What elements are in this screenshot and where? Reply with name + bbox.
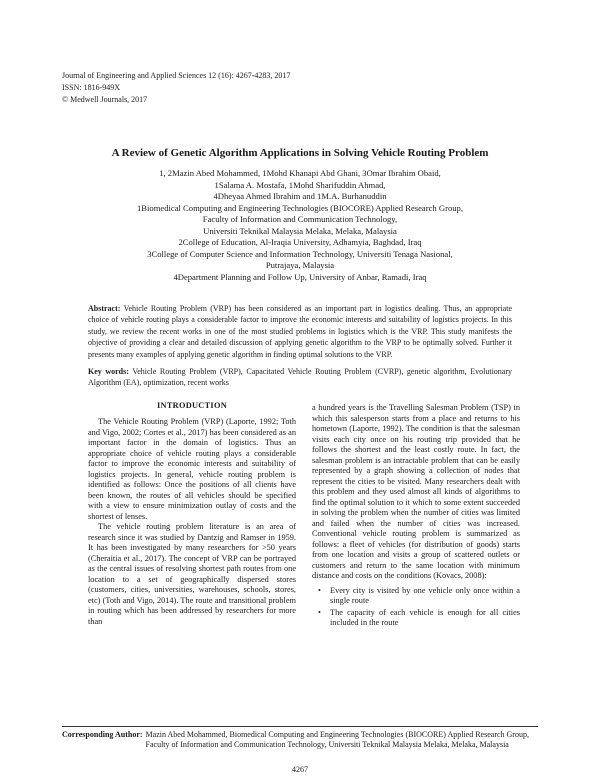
paper-title: A Review of Genetic Algorithm Applications in Solving Vehicle Routing Problem	[111, 147, 489, 159]
affiliation-line: Putrajaya, Malaysia	[265, 260, 335, 270]
affiliation-line: 3College of Computer Science and Information Technology, Universiti Tenaga Nasional,	[147, 248, 453, 259]
journal-header	[62, 70, 290, 106]
journal-copyright: © Medwell Journals, 2017	[62, 95, 148, 104]
abstract-label: Abstract:	[88, 304, 121, 313]
author-line: 1Salama A. Mostafa, 1Mohd Sharifuddin Ahmad,	[214, 179, 386, 190]
journal-issn: ISSN: 1816-949X	[62, 83, 121, 92]
abstract-text: Vehicle Routing Problem (VRP) has been considered as an important part in logistics dealing. Thus, an appropriate choice of vehicle routing plays a considerable factor to improve the economic interests and suitability of logistics projects. In this study, we review the recent works in one of the most studied problems in logistics which is the VRP. This study manifests the objective of providing a clear and detailed discussion of applying genetic algorithm to the VRP to be optimally solved. Further it presents many examples of applying genetic algorithm in finding optimal solutions to the VRP.	[88, 304, 512, 359]
corresponding-label: Corresponding Author:	[62, 730, 143, 739]
section-heading-introduction: INTRODUCTION	[157, 401, 227, 410]
affiliation-line: Universiti Teknikal Malaysia Melaka, Melaka, Malaysia	[203, 225, 397, 236]
intro-paragraph: The Vehicle Routing Problem (VRP) (Laporte, 1992; Toth and Vigo, 2002; Cortes et al., 2017) has been considered as an important factor in the domain of logistics. Thus an appropriate choice of vehicle routing plays a considerable factor to improve the economic interests and suitability of logistics projects. In general, vehicle routing problem is identified as follows: Once the positions of all clients have been known, the routes of all vehicles should be specified with a view to ensure minimization outlay of costs and the shortest of lenses.	[88, 417, 296, 521]
footnote-rule	[62, 726, 538, 727]
condition-list	[312, 586, 520, 629]
keywords	[88, 366, 512, 389]
author-line: 4Dheyaa Ahmed Ibrahim and 1M.A. Burhanuddin	[213, 191, 387, 201]
affiliation-line: Faculty of Information and Communication Technology,	[202, 214, 398, 224]
list-item: • The capacity of each vehicle is enough for all cities included in the route	[312, 608, 520, 629]
affiliation-line: 2College of Education, Al-Iraqia University, Adhamyia, Baghdad, Iraq	[178, 237, 422, 247]
intro-paragraph: a hundred years is the Travelling Salesman Problem (TSP) in which this salesperson starts from a place and returns to his hometown (Laporte, 1992). The condition is that the salesman visits each city once on his routing trip provided that he follows the shortest and the least costly route. In fact, the salesman problem is an intractable problem that can be easily represented by a graph showing a collection of nodes that represent the cities to be visited. Many researchers dealt with this problem and they used almost all kinds of algorithms to find the optimal solution to it which to some extent succeeded in solving the problem when the number of cities was limited and failed when the number of cities was increased. Conventional vehicle routing problem is summarized as follows: a fleet of vehicles (for distribution of goods) starts from one location and visits a group of scattered outlets or customers and return to the same location with minimum distance and costs on the conditions (Kovacs, 2008):	[312, 403, 520, 580]
journal-citation: Journal of Engineering and Applied Sciences 12 (16): 4267-4283, 2017	[62, 71, 291, 80]
affiliation-line: 4Department Planning and Follow Up, University of Anbar, Ramadi, Iraq	[173, 271, 427, 282]
keywords-text: Vehicle Routing Problem (VRP), Capacitated Vehicle Routing Problem (CVRP), genetic algorithm, Evolutionary Algorithm (EA), optimization, recent works	[88, 367, 513, 388]
affiliation-line: 1Biomedical Computing and Engineering Technologies (BIOCORE) Applied Research Group,	[137, 202, 463, 213]
right-column	[312, 403, 520, 630]
corresponding-text: Mazin Abed Mohammed, Biomedical Computing and Engineering Technologies (BIOCORE) Applied Research Group, Faculty of Information and Communication Technology, Universiti Teknikal Malaysia Melaka, Melaka, Malaysia	[145, 730, 529, 750]
abstract	[88, 303, 512, 360]
intro-paragraph: The vehicle routing problem literature is an area of research since it was studied by Dantzig and Ramser in 1959. It has been investigated by many researchers for >50 years (Cheraitia et al., 2017). The concept of VRP can be portrayed as the central issues of resolving shortest path routes from one location to a set of geographically dispersed stores (customers, cities, universities, warehouses, schools, stores, etc) (Toth and Vigo, 2014). The route and transitional problem in routing which has been addressed by researchers for more than	[88, 522, 296, 626]
list-item: • Every city is visited by one vehicle only once within a single route	[312, 586, 520, 607]
keywords-label: Key words:	[88, 367, 129, 376]
author-line: 1, 2Mazin Abed Mohammed, 1Mohd Khanapi Abd Ghani, 3Omar Ibrahim Obaid,	[159, 168, 441, 178]
page-number: 4267	[292, 765, 308, 774]
author-block	[60, 168, 540, 283]
corresponding-author	[62, 730, 538, 750]
left-column	[88, 417, 296, 627]
